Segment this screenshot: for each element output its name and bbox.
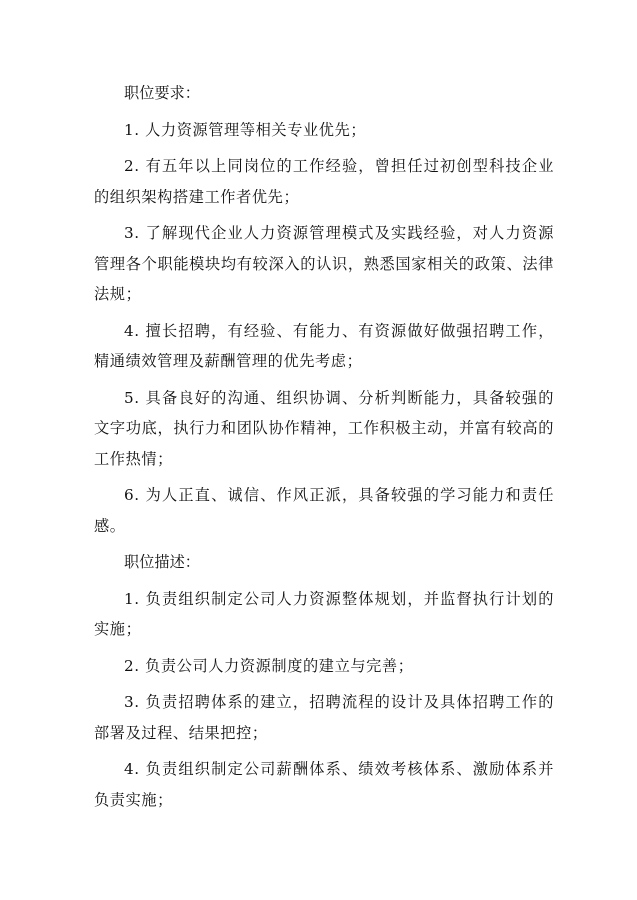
requirement-item-4: 4. 擅长招聘，有经验、有能力、有资源做好做强招聘工作，精通绩效管理及薪酬管理的优先考虑；: [94, 321, 554, 370]
document-body: [94, 78, 554, 815]
requirement-item-2: 2. 有五年以上同岗位的工作经验，曾担任过初创型科技企业的组织架构搭建工作者优先；: [94, 157, 554, 206]
description-item-4: 4. 负责组织制定公司薪酬体系、绩效考核体系、激励体系并负责实施；: [94, 760, 554, 809]
requirement-item-5: 5. 具备良好的沟通、组织协调、分析判断能力，具备较强的文字功底，执行力和团队协作精神，工作积极主动，并富有较高的工作热情；: [94, 388, 554, 468]
requirement-item-3: 3. 了解现代企业人力资源管理模式及实践经验，对人力资源管理各个职能模块均有较深入的认识，熟悉国家相关的政策、法律法规；: [94, 224, 554, 303]
description-item-3: 3. 负责招聘体系的建立，招聘流程的设计及具体招聘工作的部署及过程、结果把控；: [94, 693, 554, 742]
description-heading: 职位描述：: [124, 553, 200, 571]
requirement-item-6: 6. 为人正直、诚信、作风正派，具备较强的学习能力和责任感。: [94, 486, 554, 535]
description-item-1: 1. 负责组织制定公司人力资源整体规划，并监督执行计划的实施；: [94, 589, 554, 638]
description-item-2: 2. 负责公司人力资源制度的建立与完善；: [124, 656, 414, 675]
requirements-heading: 职位要求：: [124, 84, 200, 102]
requirement-item-1: 1. 人力资源管理等相关专业优先；: [124, 120, 367, 139]
